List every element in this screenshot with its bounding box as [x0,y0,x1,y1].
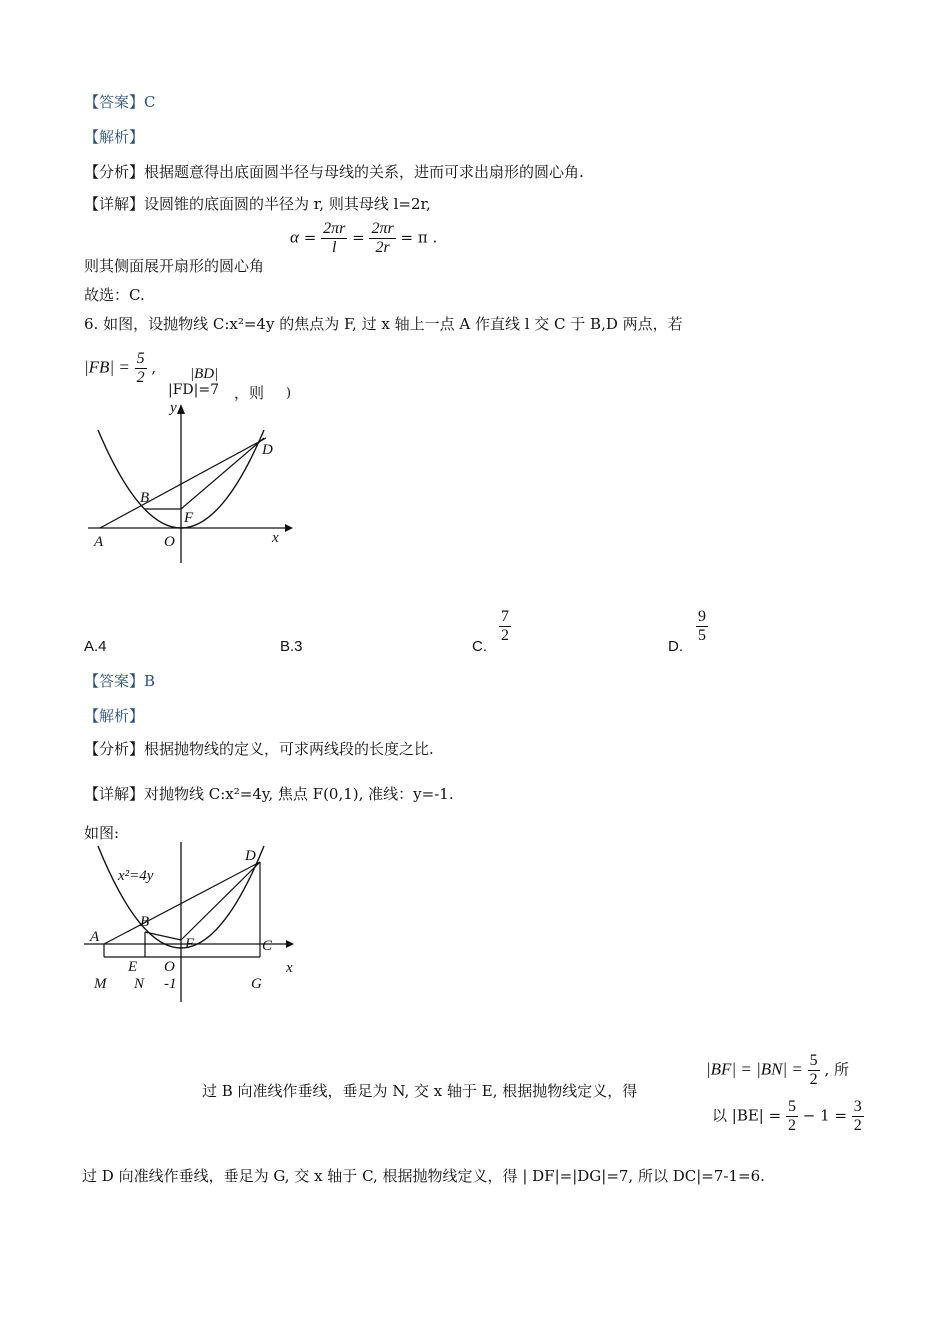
q5-analysis: 【分析】根据题意得出底面圆半径与母线的关系，进而可求出扇形的圆心角. [84,163,584,181]
segment-fd [181,862,260,940]
den: 2 [809,1071,818,1088]
alpha-symbol: α [290,227,299,247]
be-frac-1 [786,1098,798,1135]
num: 3 [853,1098,862,1115]
x-arrow [285,524,293,532]
fraction-2pir-over-2r [369,220,395,257]
b-perpendicular-text: 过 B 向准线作垂线，垂足为 N, 交 x 轴于 E, 根据抛物线定义，得 [202,1082,638,1100]
label-o: O [164,534,175,550]
den: l [331,239,337,256]
fraction-2pir-over-l [321,220,347,257]
label-f: F [185,936,195,952]
den: 2 [501,627,509,644]
option-b: B.3 [280,638,303,655]
tail: , 所 [824,1060,849,1079]
be-mid: − 1 = [802,1106,847,1125]
option-d-label: D. [668,638,683,655]
eq-sign: = [303,228,317,247]
q6-analysis-head: 【解析】 [84,707,145,725]
label-m: M [94,976,107,992]
option-c-label: C. [472,638,487,655]
q6-analysis: 【分析】根据抛物线的定义，可求两线段的长度之比. [84,740,434,758]
figure-1-parabola [80,398,300,568]
segment-bf [145,932,181,940]
bf-equation [706,1052,849,1089]
num: 5 [787,1098,796,1115]
label-c: C [262,938,273,954]
label-e: E [128,959,138,975]
num: 2πr [323,220,346,237]
label-eq: x²=4y [118,868,154,884]
q6-answer: 【答案】B [84,672,156,690]
label-a: A [90,929,100,945]
then-word: ，则 [234,384,265,402]
label-minus-one: -1 [164,976,177,992]
be-frac-2 [852,1098,864,1135]
d-fraction [696,608,708,645]
segment-fd [181,438,264,509]
num: 5 [136,350,145,367]
label-y: y [170,400,177,416]
q6-stem: 6. 如图，设抛物线 C:x²=4y 的焦点为 F, 过 x 轴上一点 A 作直线 l 交 C 于 B,D 两点，若 [84,315,683,333]
num: 5 [809,1052,818,1069]
y-arrow [177,404,185,414]
q6-detail: 【详解】对抛物线 C:x²=4y, 焦点 F(0,1), 准线：y=-1. [84,785,454,803]
label-a: A [94,534,104,550]
fb-lhs: |FB| = [84,357,130,377]
label-o: O [164,959,175,975]
q5-formula [290,220,437,257]
x-arrow [286,940,294,948]
bd-ratio: |BD| [190,366,219,382]
label-b: B [140,914,150,930]
bf-fraction [808,1052,820,1089]
figure-2-parabola [80,838,305,1008]
eq-sign: = [400,228,414,247]
label-b: B [140,490,150,506]
den: 2 [136,369,145,386]
be-lhs: 以 |BE| = [712,1106,782,1125]
q5-analysis-head: 【解析】 [84,128,145,146]
den: 2 [787,1117,796,1134]
pi-value: π . [417,228,438,247]
q5-angle-prefix: 则其侧面展开扇形的圆心角 [84,257,265,275]
q6-conditions [84,350,156,387]
q5-answer: 【答案】C [84,93,156,111]
den: 2r [375,239,390,256]
d-perpendicular-text: 过 D 向准线作垂线，垂足为 G, 交 x 轴于 C, 根据抛物线定义，得 | DF|=|DG|=7, 所以 DC|=7-1=6. [82,1167,765,1185]
c-fraction [499,608,511,645]
fd-condition: |FD|=7 [168,382,220,398]
label-d: D [245,848,256,864]
option-a: A.4 [84,638,107,655]
be-equation [712,1098,864,1135]
label-n: N [134,976,145,992]
bf-bn: |BF| = |BN| = [706,1059,803,1079]
q5-detail: 【详解】设圆锥的底面圆的半径为 r, 则其母线 l=2r, [84,195,431,213]
label-x: x [286,960,293,976]
den: 2 [853,1117,862,1134]
option-d-value [696,608,708,645]
label-f: F [184,510,194,526]
comma: , [151,358,157,377]
fb-fraction [135,350,147,387]
option-c-value [499,608,511,645]
num: 9 [698,608,706,625]
q6-as-figure: 如图: [84,824,120,842]
num: 2πr [371,220,394,237]
num: 7 [501,608,509,625]
label-g: G [251,976,262,992]
den: 5 [698,627,706,644]
eq-sign: = [352,228,365,247]
q5-choose: 故选：C. [84,286,145,304]
label-x: x [272,530,279,546]
label-d: D [262,442,273,458]
paren: ) [286,386,292,401]
